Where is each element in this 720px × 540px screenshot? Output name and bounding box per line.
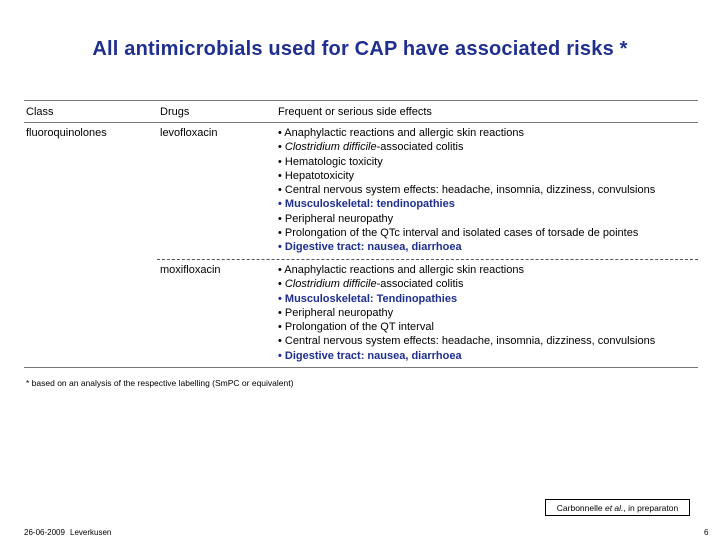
drug-separator [157,259,698,260]
header-drugs: Drugs [160,106,190,118]
citation-box [545,499,690,516]
levofloxacin-effects-list [278,126,655,255]
moxifloxacin-effects-list [278,263,655,363]
header-class: Class [26,106,54,118]
citation-rest: , in preparaton [623,503,679,513]
side-effect-item: • Prolongation of the QTc interval and isolated cases of torsade de pointes [278,227,639,240]
side-effect-item: • Peripheral neuropathy [278,306,394,319]
side-effect-item: • Prolongation of the QT interval [278,321,434,334]
header-bottom-rule [24,122,698,123]
footer-page-number: 6 [704,528,709,537]
citation-author: Carbonnelle [556,503,605,513]
side-effect-item: • Anaphylactic reactions and allergic skin reactions [278,127,524,139]
table-top-rule [24,100,698,101]
side-effect-item: • Central nervous system effects: headache, insomnia, dizziness, convulsions [278,184,656,197]
side-effect-item: • Hematologic toxicity [278,155,383,168]
drug-levofloxacin: levofloxacin [160,127,218,139]
side-effect-item: • Musculoskeletal: tendinopathies [278,198,455,211]
side-effect-item: • Musculoskeletal: Tendinopathies [278,292,458,305]
header-side-effects: Frequent or serious side effects [278,106,432,118]
slide-title: All antimicrobials used for CAP have associated risks * [92,38,628,60]
side-effect-text: -associated colitis [376,141,464,154]
side-effect-item: • Central nervous system effects: headache, insomnia, dizziness, convulsions [278,335,656,348]
side-effect-item: • Digestive tract: nausea, diarrhoea [278,349,462,362]
table-bottom-rule [24,367,698,368]
drug-moxifloxacin: moxifloxacin [160,264,221,276]
footer-location: Leverkusen [70,528,112,537]
footer-date: 26-06-2009 [24,528,65,537]
side-effect-item [278,277,655,291]
side-effect-item: • Digestive tract: nausea, diarrhoea [278,241,462,254]
side-effect-item: • Hepatotoxicity [278,169,354,182]
side-effect-organism: Clostridium difficile [284,278,377,291]
side-effect-item [278,140,655,154]
side-effect-bullet: • [278,141,285,154]
side-effect-item: • Peripheral neuropathy [278,212,394,225]
side-effect-item: • Anaphylactic reactions and allergic skin reactions [278,264,524,276]
citation-etal: et al. [604,503,624,513]
side-effect-text: -associated colitis [376,278,464,291]
class-fluoroquinolones: fluoroquinolones [26,127,107,139]
footnote: * based on an analysis of the respective labelling (SmPC or equivalent) [26,378,294,388]
side-effect-bullet: • [278,278,285,291]
side-effect-organism: Clostridium difficile [284,141,377,154]
